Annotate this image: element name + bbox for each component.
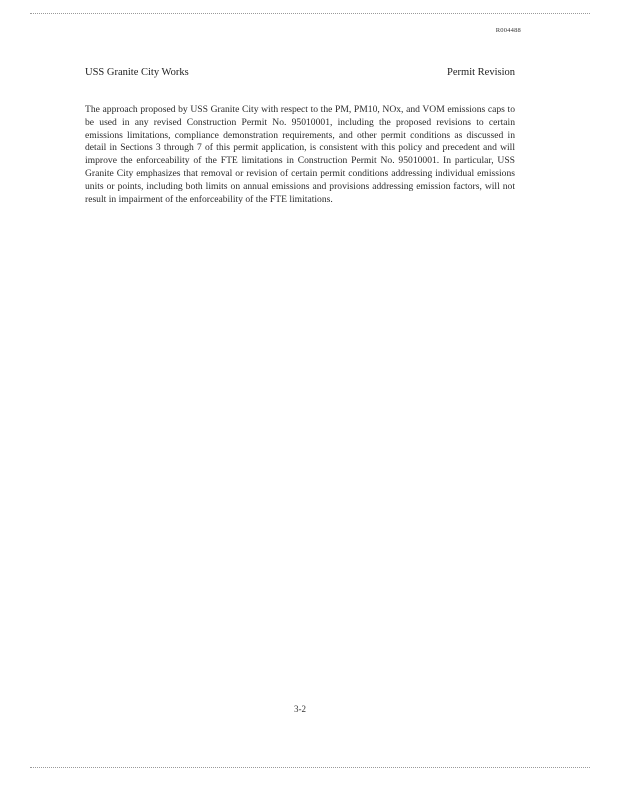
page-number: 3-2 [294, 704, 306, 714]
bottom-scan-edge [30, 767, 590, 768]
top-scan-edge [30, 13, 590, 14]
body-paragraph: The approach proposed by USS Granite City with respect to the PM, PM10, NOx, and VOM emissions caps to be used in any revised Construction Permit No. 95010001, including the proposed revisions to certain emissions limitations, compliance demonstration requirements, and other permit conditions as discussed in detail in Sections 3 through 7 of this permit application, is consistent with this policy and precedent and will improve the enforceability of the FTE limitations in Construction Permit No. 95010001. In particular, USS Granite City emphasizes that removal or revision of certain permit conditions addressing individual emissions units or points, including both limits on annual emissions and provisions addressing emission factors, will not result in impairment of the enforceability of the FTE limitations. [85, 104, 515, 205]
running-header [85, 67, 515, 78]
bates-number: R004488 [495, 27, 521, 34]
header-document-type: Permit Revision [447, 67, 515, 78]
header-facility-name: USS Granite City Works [85, 67, 189, 78]
